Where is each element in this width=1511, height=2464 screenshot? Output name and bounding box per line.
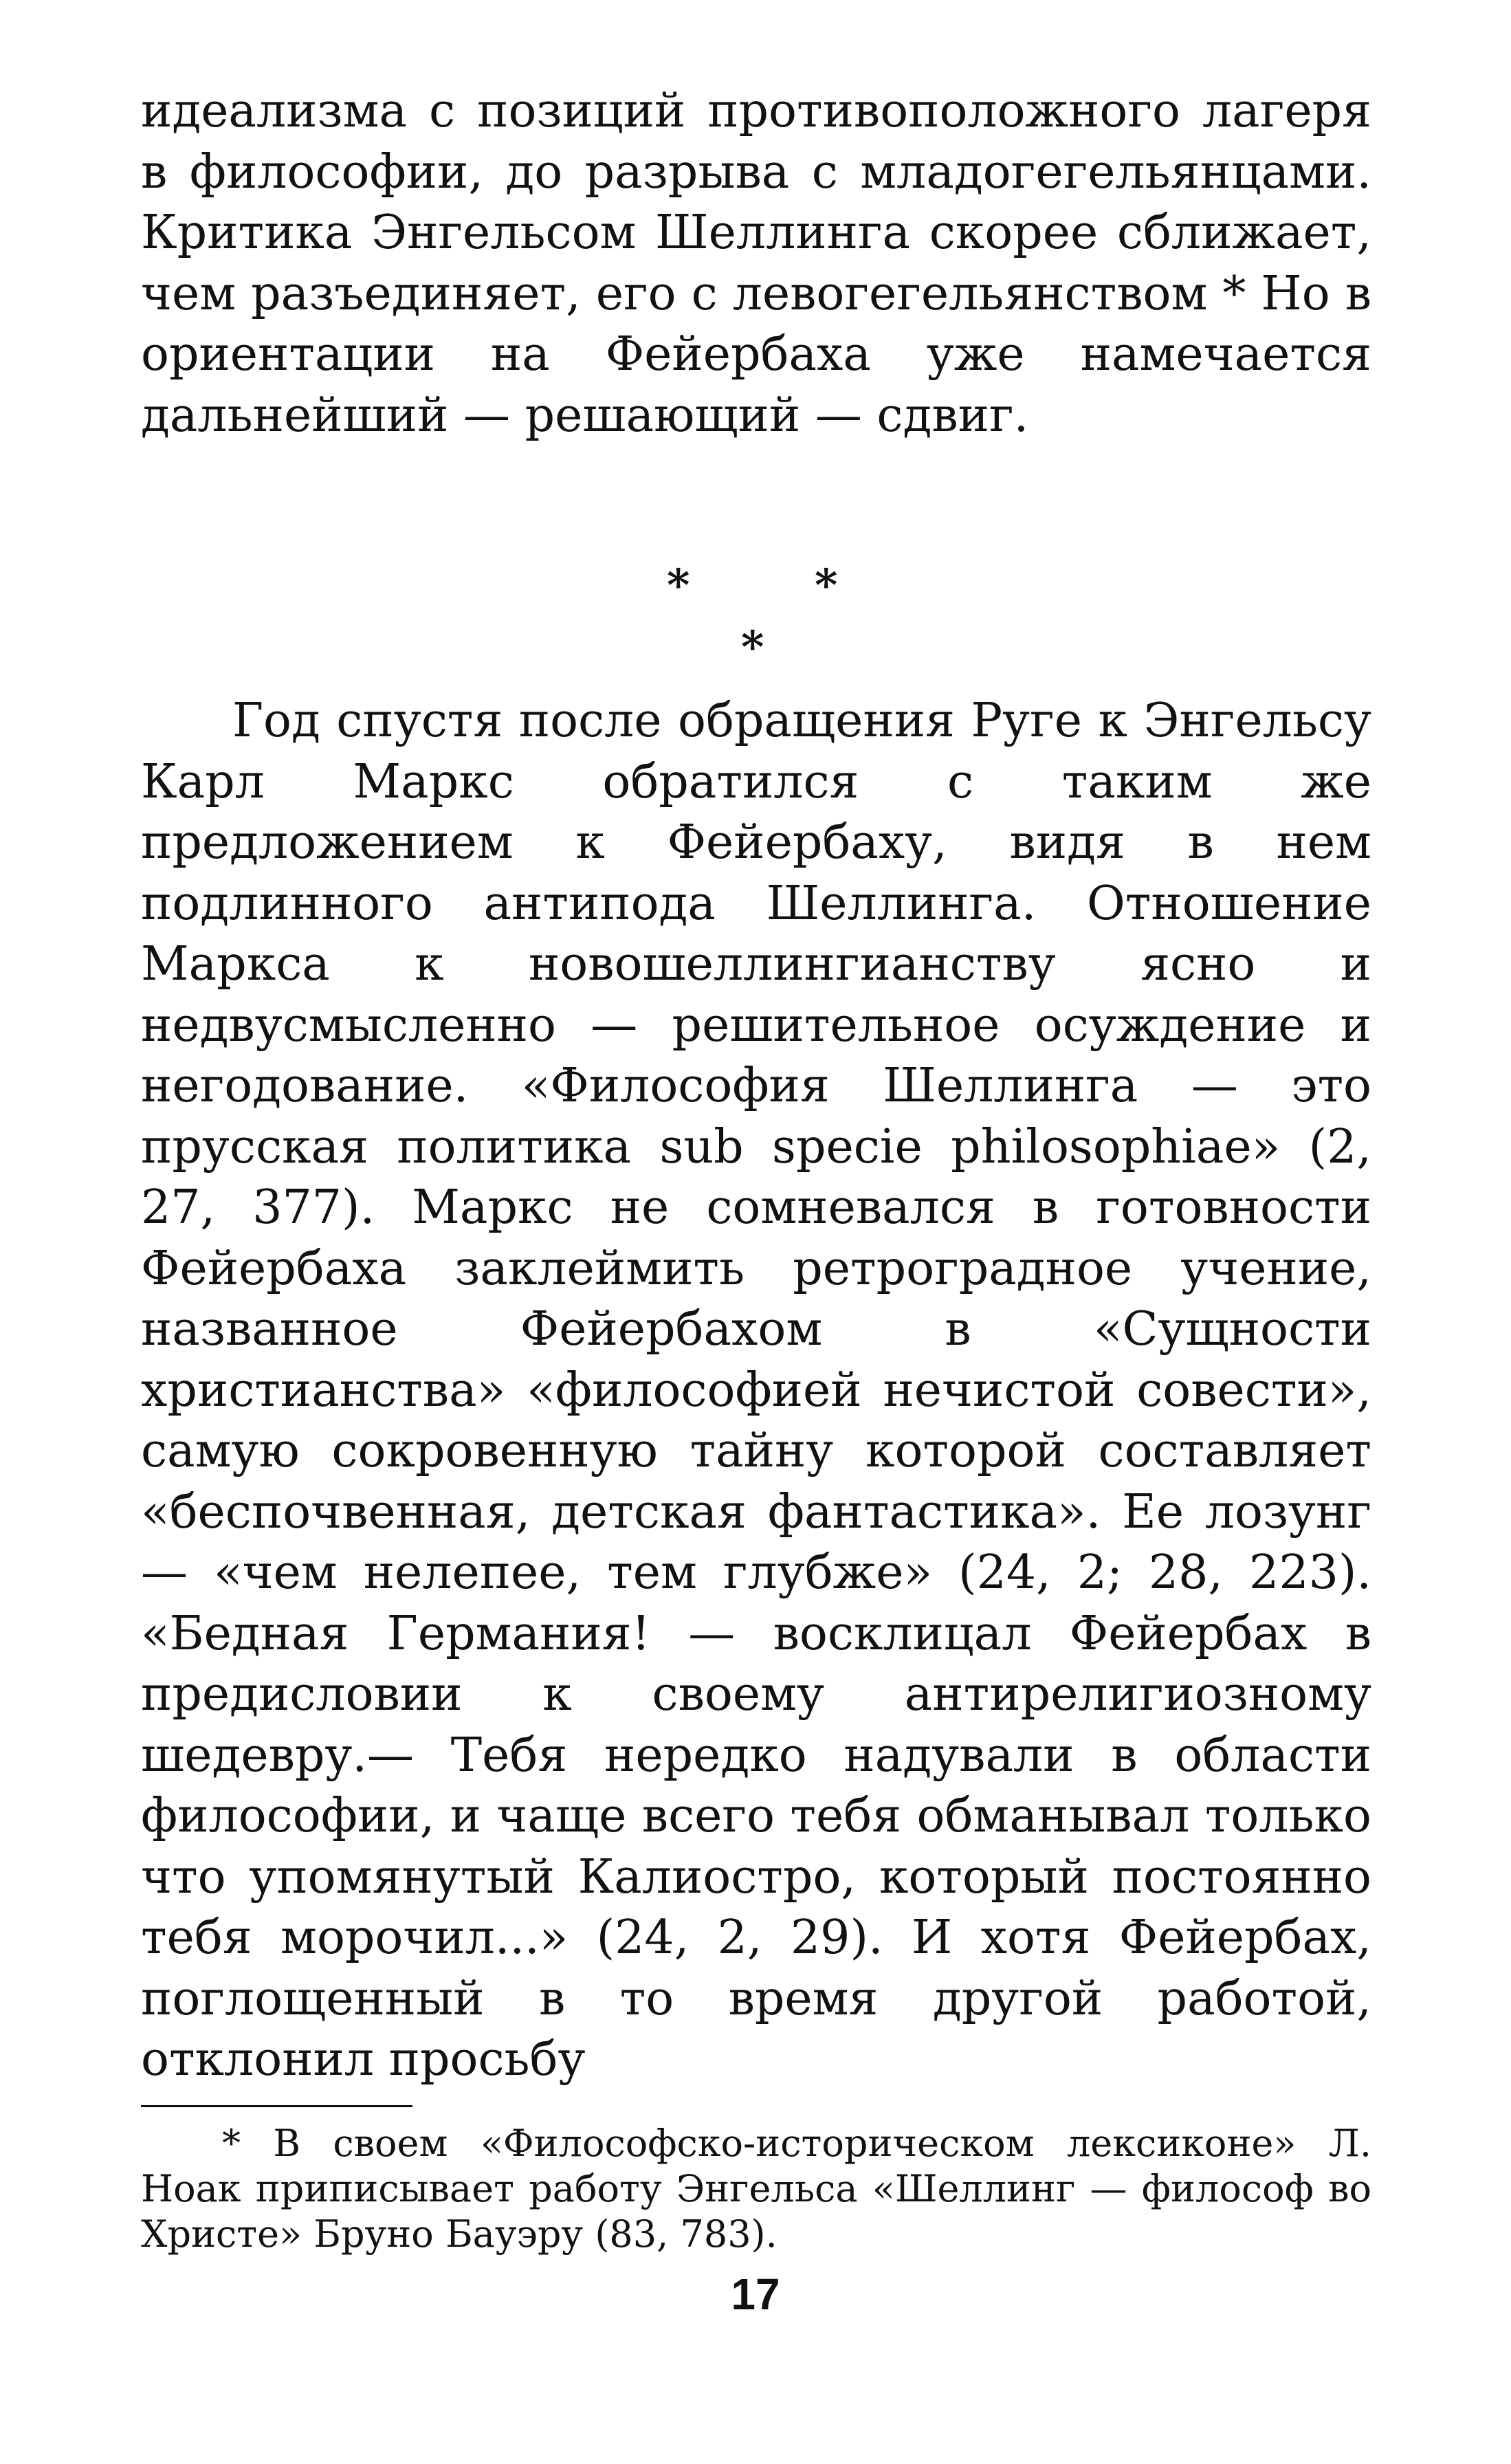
paragraph-main: Год спустя после обращения Руге к Энгельсу Карл Маркс обратился с таким же предложением к Фейербаху, видя в нем подлинного антипода Шеллинга. Отношение Маркса к новошеллингианству ясно и недвусмысленно — решительное осуждение и негодование. «Философия Шеллинга — это прусская политика sub specie philosophiae» (2, 27, 377). Маркс не сомневался в готовности Фейербаха заклеймить ретроградное учение, названное Фейербахом в «Сущности христианства» «философией нечистой совести», самую сокровенную тайну которой составляет «беспочвенная, детская фантастика». Ее лозунг — «чем нелепее, тем глубже» (24, 2; 28, 223). «Бедная Германия! — восклицал Фейербах в предисловии к своему антирелигиозному шедевру.— Тебя нередко надували в области философии, и чаще всего тебя обманывал только что упомянутый Калиостро, который постоянно тебя морочил...» (24, 2, 29). И хотя Фейербах, поглощенный в то время другой работой, отклонил просьбу <box>141 694 1371 2087</box>
footnote-rule <box>141 2105 412 2107</box>
footnote-text: * В своем «Философско-историческом лексиконе» Л. Ноак приписывает работу Энгельса «Шеллинг — философ во Христе» Бруно Бауэру (83, 783). <box>141 2122 1371 2256</box>
separator-star: * <box>741 622 764 673</box>
page-number: 17 <box>731 2269 780 2319</box>
separator-star: * <box>815 560 838 611</box>
separator-star: * <box>667 560 690 611</box>
footnote <box>141 2121 1371 2257</box>
paragraph-top: идеализма с позиций противоположного лагеря в философии, до разрыва с младогегельянцами. Критика Энгельсом Шеллинга скорее сближает, чем разъединяет, его с левогегельянством * Но в ориентации на Фейербаха уже намечается дальнейший — решающий — сдвиг. <box>141 84 1371 443</box>
